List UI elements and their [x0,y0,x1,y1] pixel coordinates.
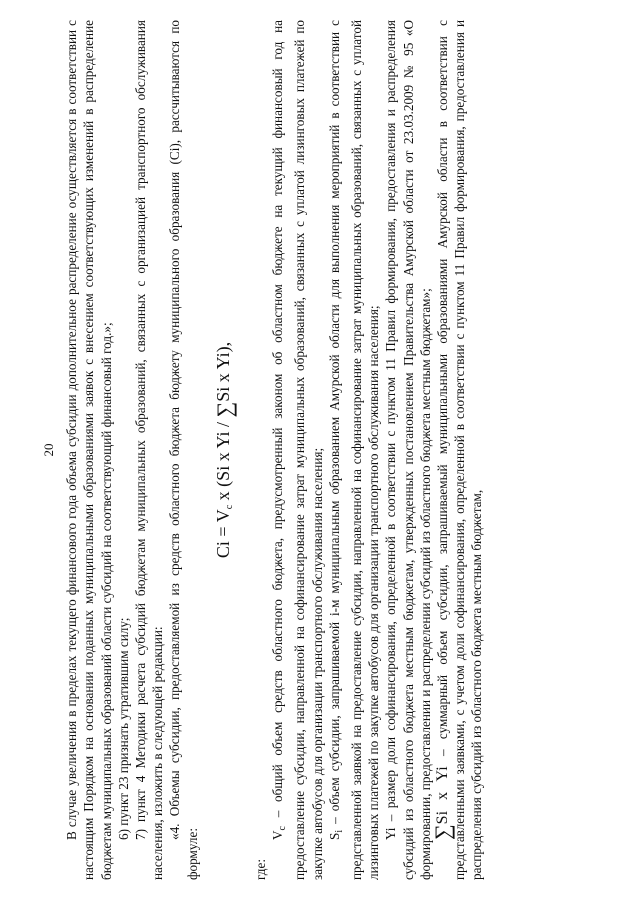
paragraph-item-4-intro: «4. Объемы субсидии, предоставляемой из средств областного бюджета бюджету муниципального образования (Ci), рассчитываются по формуле: [167,20,200,880]
formula-lhs: Ci = V [212,509,233,559]
rotated-document-body [40,20,600,880]
formula-subscript: c [223,504,235,510]
definition-si-text: – объем субсидии, запрашиваемой i-м муниципальным образованием Амурской области для выполнения мероприятий в соответствии с представленной заявкой на предоставление субсидии, направленной на софинансирование затрат муниципальных образований, связанных с уплатой лизинговых платежей по закупке автобусов для организации транспортного обслуживания населения; [326,20,382,880]
paragraph-item-7: 7) пункт 4 Методики расчета субсидий бюджетам муниципальных образований, связанных с организацией транспортного обслуживания населения, изложить в следующей редакции: [133,20,166,880]
definition-yi [382,20,434,880]
page-number: 20 [41,443,56,457]
definition-yi-text: – размер доли софинансирования, определенной в соответствии с пунктом 11 Правил формирования, предоставления и распределения субсидий из областного бюджета местным бюджетам, утвержденных постановлением Правительства Амурской области от 23.03.2009 № 95 «О формировании, предоставлении и распределении субсидий из областного бюджета местным бюджетам»; [383,20,433,880]
definition-vc-subscript: c [277,826,289,831]
definition-vc [269,20,326,880]
definition-vc-text: – общий объем средств областного бюджета, предусмотренный законом об областном бюджете на текущий финансовый год на предоставление субсидии, направленной на софинансирование затрат муниципальных образований, связанных с уплатой лизинговых платежей по закупке автобусов для организации транспортного обслуживания населения; [270,20,325,880]
where-label: где: [253,859,269,880]
definition-sum-symbol: Si x Yi [434,766,452,825]
paragraph-additional-distribution: В случае увеличения в пределах текущего финансового года объема субсидии дополнительное распределение осуществляется в соответствии с настоящим Порядком на основании поданных муниципальными образованиями заявок с внесением соответствующих изменений в распределение бюджетам муниципальных образований области субсидий на соответствующий финансовый год.»; [64,20,114,880]
definition-yi-symbol: Yi [383,827,399,840]
paragraph-item-6: 6) пункт 23 признать утратившим силу; [115,617,131,840]
definition-si-symbol: S [326,832,342,840]
formula-middle: x (Si x Yi / [212,417,233,505]
sum-icon: ∑ [430,824,456,840]
definition-si-subscript: i [333,829,345,833]
formula-tail: Si x Yi), [212,341,233,402]
definition-si [326,20,383,880]
sum-icon: ∑ [211,401,237,418]
definition-sum-text: – суммарный объем субсидии, запрашиваемый муниципальными образованиями Амурской области в соответствии с представленными заявками, с учетом доли софинансирования, определенной в соответствии с пунктом 11 Правил формирования, предоставления и распределения субсидий из областного бюджета местным бюджетам, [435,20,485,880]
subsidy-formula [211,20,238,880]
definition-vc-symbol: V [270,830,286,840]
definition-sum [430,20,486,880]
